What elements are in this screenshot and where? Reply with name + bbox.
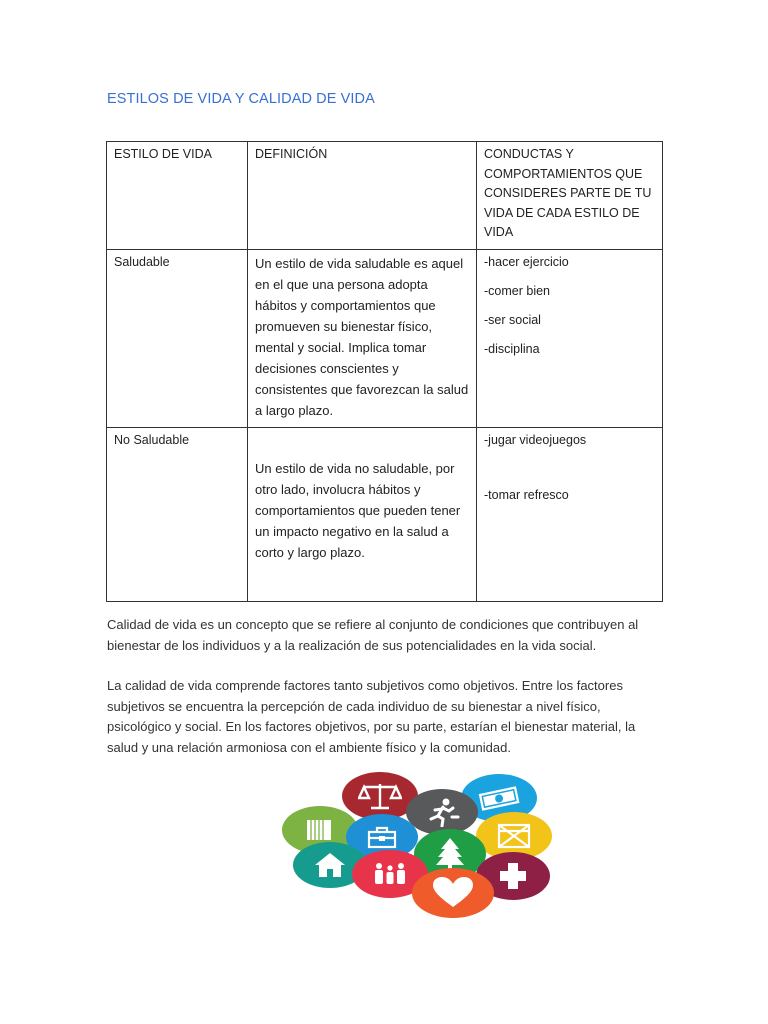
behavior-item: -tomar refresco (484, 487, 569, 502)
behavior-item: -ser social (484, 312, 541, 327)
behavior-item: -hacer ejercicio (484, 254, 569, 269)
behaviors-cell (477, 427, 663, 601)
table-row (107, 427, 663, 601)
behavior-item: -disciplina (484, 341, 540, 356)
behaviors-cell (477, 249, 663, 427)
behavior-item: -comer bien (484, 283, 550, 298)
definition-text: Un estilo de vida saludable es aquel en el que una persona adopta hábitos y comportamientos que promueven su bienestar físico, mental y social. Implica tomar decisiones conscientes y consistentes que favorezcan la salud a largo plazo. (255, 255, 469, 418)
lifestyle-table (106, 141, 663, 602)
quality-of-life-illustration (280, 770, 560, 920)
definition-text: Un estilo de vida no saludable, por otro lado, involucra hábitos y comportamientos que pueden tener un impacto negativo en la salud a corto y largo plazo. (255, 460, 461, 560)
document-title: ESTILOS DE VIDA Y CALIDAD DE VIDA (107, 91, 375, 107)
table-header-row (107, 142, 663, 250)
table-row (107, 249, 663, 427)
header-cell-definition: DEFINICIÓN (248, 142, 477, 250)
style-cell: No Saludable (107, 427, 248, 601)
paragraph-quality-of-life-definition: Calidad de vida es un concepto que se refiere al conjunto de condiciones que contribuyen al bienestar de los individuos y a la realización de sus potencialidades en la vida social. (107, 617, 639, 653)
style-cell: Saludable (107, 249, 248, 427)
heart-icon (412, 868, 494, 918)
running-person-icon (406, 789, 478, 835)
header-cell-style: ESTILO DE VIDA (107, 142, 248, 250)
header-cell-behaviors: CONDUCTAS Y COMPORTAMIENTOS QUE CONSIDERES PARTE DE TU VIDA DE CADA ESTILO DE VIDA (477, 142, 663, 250)
paragraph-quality-of-life-factors: La calidad de vida comprende factores tanto subjetivos como objetivos. Entre los factores subjetivos se encuentra la percepción de cada individuo de su bienestar a nivel físico, psicológico y social. En los factores objetivos, por su parte, estarían el bienestar material, la salud y una relación armoniosa con el ambiente físico y la comunidad. (107, 678, 636, 755)
definition-cell (248, 427, 477, 601)
behavior-item: -jugar videojuegos (484, 432, 587, 447)
definition-cell (248, 249, 477, 427)
